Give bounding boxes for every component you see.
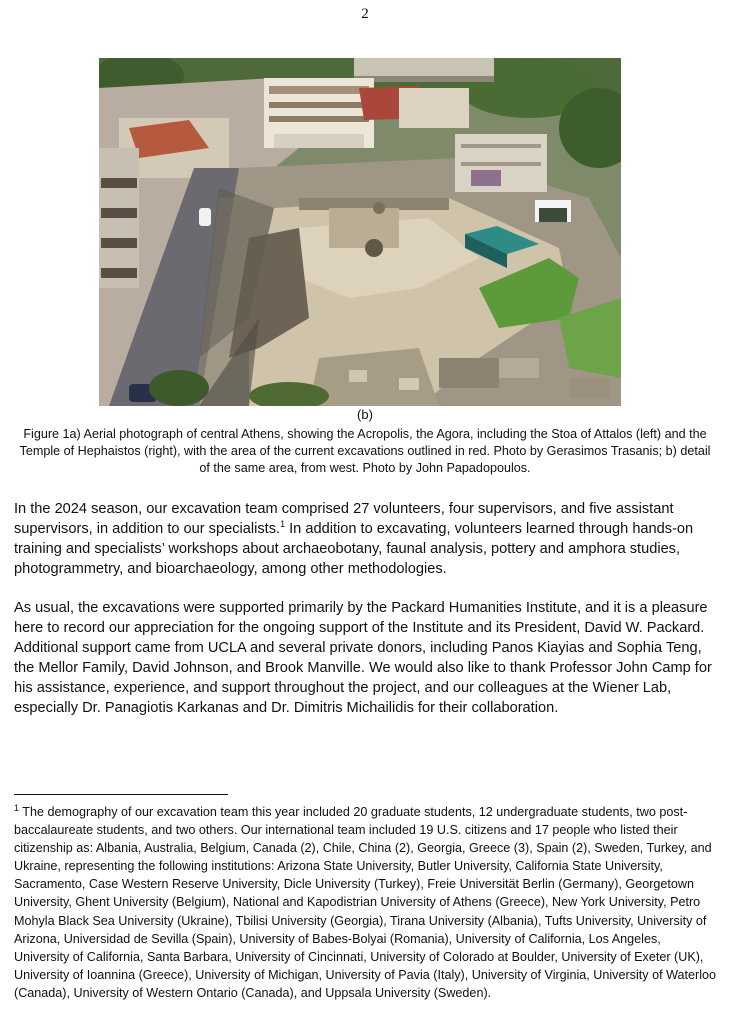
footnote	[14, 803, 716, 1002]
paragraph-1-continuation: In addition to excavating, volunteers learned through hands-on training and specialists’ workshops about archaeobotany, faunal analysis, pottery and amphora studies, photogrammetry, and bioarchaeology, among other methodologies.	[14, 521, 694, 577]
footnote-separator	[14, 794, 228, 795]
figure-caption: Figure 1a) Aerial photograph of central Athens, showing the Acropolis, the Agora, including the Stoa of Attalos (left) and the Temple of Hephaistos (right), with the area of the current excavations outlined in red. Photo by Gerasimos Trasanis; b) detail of the same area, from west. Photo by John Papadopoulos.	[19, 427, 711, 475]
paragraph-1-text: In the 2024 season, our excavation team comprised 27 volunteers, four supervisors, and five assistant supervisors, in addition to our specialists.	[14, 501, 674, 537]
figure-photo	[99, 58, 621, 406]
footnote-mark: 1	[14, 802, 20, 813]
figure-subcaption: (b)	[357, 407, 373, 422]
body-paragraph-2: As usual, the excavations were supported primarily by the Packard Humanities Institute, and it is a pleasure here to record our appreciation for the ongoing support of the Institute and its President, David W. Packard. Additional support came from UCLA and several private donors, including Panos Kiayias and Sophia Teng, the Mellor Family, David Johnson, and Brook Manville. We would also like to thank Professor John Camp for his assistance, experience, and support throughout the project, and our colleagues at the Wiener Lab, especially Dr. Panagiotis Karkanas and Dr. Dimitris Michailidis for their collaboration.	[14, 600, 712, 716]
page-number: 2	[361, 6, 369, 22]
aerial-excavation-photo	[99, 58, 621, 406]
footnote-reference: 1	[280, 519, 286, 530]
body-paragraph-1	[14, 499, 716, 579]
footnote-text: The demography of our excavation team this year included 20 graduate students, 12 undergraduate students, two post-baccalaureate students, and two others. Our international team included 19 U.S. citizens and 17 people who listed their citizenship as: Albania, Australia, Belgium, Canada (2), Chile, China (2), Georgia, Greece (3), Spain (2), Sweden, Turkey, and Ukraine, representing the following institutions: Arizona State University, Butler University, California State University, Sacramento, Case Western Reserve University, Dicle University (Turkey), Freie Universität Berlin (Germany), Georgetown University, Ghent University (Belgium), National and Kapodistrian University of Athens (Greece), New York University, Petro Mohyla Black Sea University (Ukraine), Tbilisi University (Georgia), Tirana University (Albania), Tufts University, University of Arizona, Universidad de Sevilla (Spain), University of Babes-Bolyai (Romania), University of California, Los Angeles, University of California, Santa Barbara, University of Cincinnati, University of Colorado at Boulder, University of Exeter (UK), University of Ioannina (Greece), University of Michigan, University of Pavia (Italy), University of Virginia, University of Waterloo (Canada), University of Western Ontario (Canada), and Uppsala University (Sweden).	[14, 805, 716, 1000]
